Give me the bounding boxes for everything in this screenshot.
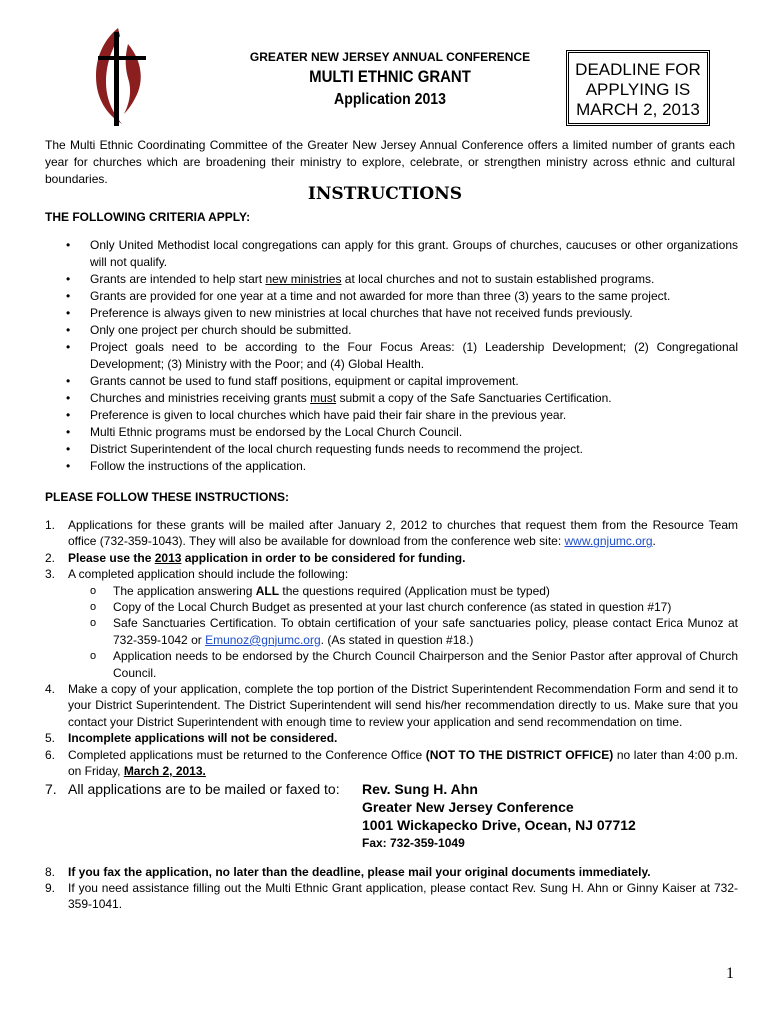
list-item: • Project goals need to be according to the Four Focus Areas: (1) Leadership Development; (2) Congregational Development; (3) Ministry with the Poor; and (4) Global Health. — [63, 339, 738, 373]
list-item: • Grants cannot be used to fund staff positions, equipment or capital improvement. — [63, 373, 738, 390]
list-item: 6. Completed applications must be returned to the Conference Office (NOT TO THE DISTRICT OFFICE) no later than 4:00 p.m. on Friday, March 2, 2013. — [45, 747, 739, 779]
intro-paragraph: The Multi Ethnic Coordinating Committee of the Greater New Jersey Annual Conference offers a limited number of grants each year for churches which are broadening their ministry to explore, celebrate, or strengthen ministry across ethnic and cultural boundaries. — [45, 138, 735, 186]
criteria-list — [63, 237, 738, 475]
list-item: 1. Applications for these grants will be mailed after January 2, 2012 to churches that request them from the Resource Team office (732-359-1043). They will also be available for download from the conference web site: www.gnjumc.org. — [45, 518, 738, 549]
list-item: • Multi Ethnic programs must be endorsed by the Local Church Council. — [63, 424, 738, 441]
cross-and-flame-logo — [88, 24, 148, 128]
list-item: • Churches and ministries receiving grants must submit a copy of the Safe Sanctuaries Certification. — [63, 390, 738, 407]
list-item: 2. Please use the 2013 application in order to be considered for funding. — [45, 550, 466, 565]
list-item: • Follow the instructions of the application. — [63, 458, 738, 475]
list-item: • Only one project per church should be submitted. — [63, 322, 738, 339]
conference-name: GREATER NEW JERSEY ANNUAL CONFERENCE — [249, 50, 531, 64]
list-item: o Copy of the Local Church Budget as presented at your last church conference (as stated in question #17) — [113, 599, 738, 615]
list-item: • Only United Methodist local congregations can apply for this grant. Groups of churches, caucuses or other organizations will not qualify. — [63, 237, 738, 271]
list-item: o Application needs to be endorsed by the Church Council Chairperson and the Senior Pastor after approval of Church Council. — [113, 648, 738, 681]
page-number: 1 — [726, 965, 734, 982]
sub-list — [68, 583, 738, 681]
list-item: 9. If you need assistance filling out the Multi Ethnic Grant application, please contact Rev. Sung H. Ahn or Ginny Kaiser at 732-359-1041. — [45, 880, 738, 912]
list-item: o Safe Sanctuaries Certification. To obtain certification of your safe sanctuaries policy, please contact Erica Munoz at 732-359-1042 or Emunoz@gnjumc.org. (As stated in question #18.) — [113, 615, 738, 648]
steps-list — [45, 517, 738, 913]
page-subtitle: Application 2013 — [334, 91, 446, 108]
list-item: • District Superintendent of the local church requesting funds needs to recommend the project. — [63, 441, 738, 458]
list-item: 4. Make a copy of your application, complete the top portion of the District Superintendent Recommendation Form and send it to your District Superintendent. The District Superintendent will send his/her recommendation directly to us. Make sure that you contact your District Superintendent with enough time to review your application and send recommendation on time. — [45, 682, 738, 729]
cross-vertical — [114, 32, 119, 126]
cross-horizontal — [98, 56, 146, 60]
deadline-line-1: DEADLINE FOR — [575, 60, 701, 79]
steps-heading: PLEASE FOLLOW THESE INSTRUCTIONS: — [45, 490, 290, 504]
list-item: • Grants are provided for one year at a time and not awarded for more than three (3) years to the same project. — [63, 288, 738, 305]
criteria-heading: THE FOLLOWING CRITERIA APPLY: — [45, 210, 251, 224]
website-link[interactable]: www.gnjumc.org — [564, 534, 653, 549]
list-item: • Preference is given to local churches which have paid their fair share in the previous year. — [63, 407, 738, 424]
flame-shape-2 — [124, 44, 141, 114]
deadline-line-3: MARCH 2, 2013 — [576, 100, 700, 119]
deadline-box — [566, 50, 710, 126]
mailing-address: Rev. Sung H. Ahn Greater New Jersey Conference 1001 Wickapecko Drive, Ocean, NJ 07712 Fax: 732-359-1049 — [362, 780, 636, 850]
list-item: 8. If you fax the application, no later than the deadline, please mail your original documents immediately. — [45, 864, 651, 879]
instructions-heading: INSTRUCTIONS — [307, 184, 463, 204]
list-item: 3. A completed application should include the following: o The application answering ALL the questions required (Application must be typed) o Copy of the Local Church Budget as presented at your last church conference (as stated in question #17) o Safe Sanctuaries Certification. To obtain certification of your safe sanctuaries policy, please contact Erica Munoz at 732-359-1042 or Emunoz@gnjumc.org. (As stated in question #18.) o Application needs to be endorsed by the Church Council Chairperson and the Senior Pastor after approval of Church Council. — [45, 566, 738, 681]
list-item: 5. Incomplete applications will not be considered. — [45, 731, 338, 746]
email-link[interactable]: Emunoz@gnjumc.org — [205, 632, 321, 647]
list-item: o The application answering ALL the questions required (Application must be typed) — [113, 583, 738, 599]
list-item: 7. All applications are to be mailed or faxed to: Rev. Sung H. Ahn Greater New Jersey Conference 1001 Wickapecko Drive, Ocean, NJ 07712 Fax: 732-359-1049 — [45, 780, 636, 850]
list-item: • Grants are intended to help start new ministries at local churches and not to sustain established programs. — [63, 271, 738, 288]
deadline-line-2: APPLYING IS — [585, 80, 691, 99]
list-item: • Preference is always given to new ministries at local churches that have not received funds previously. — [63, 305, 738, 322]
page-title: MULTI ETHNIC GRANT — [309, 67, 471, 86]
